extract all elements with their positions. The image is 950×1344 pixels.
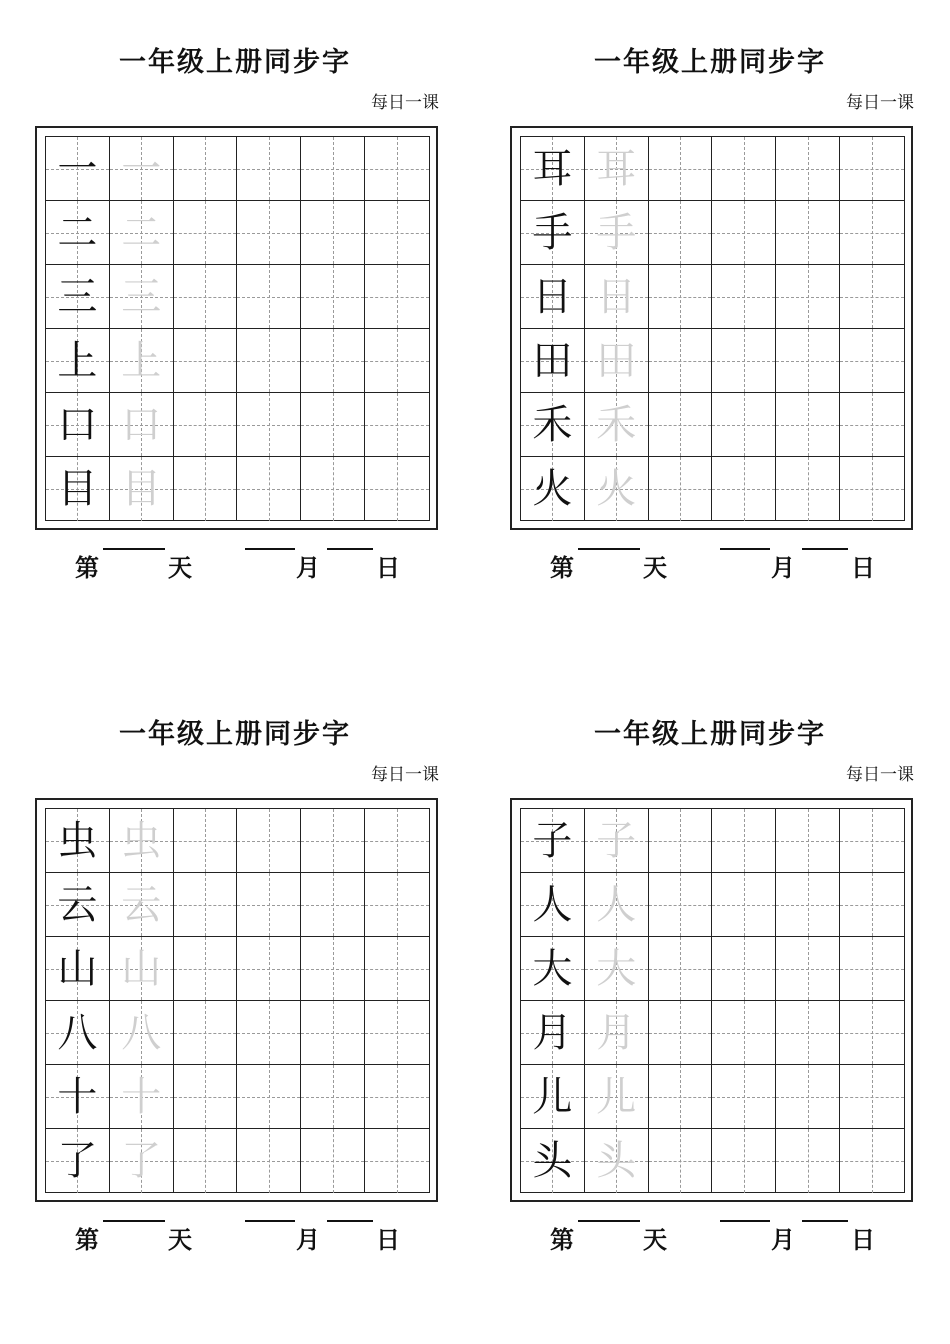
writing-cell[interactable] [776, 809, 840, 873]
practice-sheet-3 [35, 672, 455, 1254]
writing-cell[interactable] [776, 873, 840, 937]
model-character: 云 [57, 881, 98, 928]
trace-cell [585, 201, 649, 265]
grid-row [46, 201, 429, 265]
trace-character: 口 [121, 401, 162, 448]
writing-cell[interactable] [649, 265, 713, 329]
grid-row [521, 329, 904, 393]
writing-cell[interactable] [776, 1129, 840, 1193]
model-character: 二 [57, 209, 98, 256]
writing-cell[interactable] [840, 937, 904, 1001]
practice-grid-frame [510, 126, 913, 530]
writing-cell[interactable] [301, 393, 365, 457]
trace-cell [110, 457, 174, 521]
grid-row [46, 1129, 429, 1193]
practice-grid-frame [510, 798, 913, 1202]
day-prefix-label: 第 [75, 554, 99, 582]
model-cell [46, 393, 110, 457]
day-prefix-label: 第 [550, 554, 574, 582]
writing-cell[interactable] [301, 137, 365, 201]
month-blank[interactable] [720, 1220, 770, 1222]
writing-cell[interactable] [712, 1129, 776, 1193]
model-cell [521, 1129, 585, 1193]
date-footer [75, 1220, 435, 1256]
model-character: 口 [57, 401, 98, 448]
grid-row [521, 457, 904, 521]
grid-row [46, 937, 429, 1001]
grid-row [46, 457, 429, 521]
writing-cell[interactable] [840, 1065, 904, 1129]
writing-cell[interactable] [776, 329, 840, 393]
writing-cell[interactable] [174, 809, 238, 873]
writing-cell[interactable] [649, 873, 713, 937]
writing-cell[interactable] [237, 137, 301, 201]
writing-cell[interactable] [174, 201, 238, 265]
writing-cell[interactable] [840, 393, 904, 457]
practice-sheet-2 [510, 0, 930, 582]
day-number-blank[interactable] [578, 548, 640, 550]
writing-cell[interactable] [365, 329, 429, 393]
writing-cell[interactable] [712, 937, 776, 1001]
trace-character: 二 [121, 209, 162, 256]
model-character: 目 [57, 466, 98, 512]
model-character: 八 [57, 1009, 98, 1056]
trace-character: 大 [596, 945, 637, 992]
writing-cell[interactable] [840, 1001, 904, 1065]
model-cell [521, 937, 585, 1001]
writing-cell[interactable] [649, 937, 713, 1001]
writing-cell[interactable] [174, 873, 238, 937]
writing-cell[interactable] [365, 873, 429, 937]
writing-cell[interactable] [174, 1065, 238, 1129]
trace-cell [585, 937, 649, 1001]
writing-cell[interactable] [776, 137, 840, 201]
model-cell [46, 329, 110, 393]
model-cell [46, 937, 110, 1001]
sheet-title: 一年级上册同步字 [594, 47, 826, 78]
month-blank[interactable] [720, 548, 770, 550]
trace-cell [110, 329, 174, 393]
writing-cell[interactable] [301, 329, 365, 393]
trace-character: 月 [596, 1009, 637, 1056]
writing-cell[interactable] [840, 265, 904, 329]
writing-cell[interactable] [649, 201, 713, 265]
trace-character: 头 [596, 1138, 637, 1184]
grid-row [521, 137, 904, 201]
writing-cell[interactable] [237, 265, 301, 329]
writing-cell[interactable] [712, 265, 776, 329]
writing-cell[interactable] [365, 937, 429, 1001]
writing-cell[interactable] [776, 937, 840, 1001]
model-cell [46, 137, 110, 201]
grid-row [46, 137, 429, 201]
model-cell [521, 137, 585, 201]
writing-cell[interactable] [301, 937, 365, 1001]
writing-cell[interactable] [712, 393, 776, 457]
writing-cell[interactable] [840, 873, 904, 937]
writing-cell[interactable] [301, 1065, 365, 1129]
trace-character: 田 [596, 337, 637, 384]
grid-row [46, 873, 429, 937]
model-character: 日 [532, 273, 573, 320]
trace-cell [585, 809, 649, 873]
trace-character: 山 [121, 945, 162, 992]
writing-cell[interactable] [712, 329, 776, 393]
date-label: 日 [376, 1226, 400, 1254]
model-character: 十 [57, 1073, 98, 1120]
trace-character: 火 [596, 466, 637, 512]
writing-cell[interactable] [174, 265, 238, 329]
grid-row [46, 329, 429, 393]
date-label: 日 [851, 1226, 875, 1254]
model-cell [521, 1001, 585, 1065]
day-prefix-label: 第 [75, 1226, 99, 1254]
model-cell [521, 201, 585, 265]
trace-cell [585, 265, 649, 329]
writing-cell[interactable] [649, 329, 713, 393]
writing-cell[interactable] [365, 1065, 429, 1129]
trace-character: 儿 [596, 1073, 637, 1120]
writing-cell[interactable] [712, 873, 776, 937]
model-cell [46, 201, 110, 265]
sheet-title: 一年级上册同步字 [119, 719, 351, 750]
trace-character: 上 [121, 337, 162, 384]
writing-cell[interactable] [237, 1001, 301, 1065]
sheet-subtitle: 每日一课 [371, 765, 439, 785]
model-character: 了 [57, 1138, 98, 1184]
model-character: 田 [532, 337, 573, 384]
month-label: 月 [771, 554, 795, 582]
model-character: 禾 [532, 401, 573, 448]
writing-cell[interactable] [649, 1065, 713, 1129]
date-blank[interactable] [327, 1220, 373, 1222]
writing-cell[interactable] [365, 265, 429, 329]
trace-character: 禾 [596, 401, 637, 448]
trace-character: 了 [121, 1138, 162, 1184]
writing-cell[interactable] [174, 329, 238, 393]
date-blank[interactable] [327, 548, 373, 550]
grid-row [521, 809, 904, 873]
date-label: 日 [376, 554, 400, 582]
trace-character: 云 [121, 881, 162, 928]
month-label: 月 [296, 554, 320, 582]
writing-cell[interactable] [237, 457, 301, 521]
model-character: 山 [57, 945, 98, 992]
trace-cell [110, 265, 174, 329]
day-number-blank[interactable] [578, 1220, 640, 1222]
trace-character: 八 [121, 1009, 162, 1056]
writing-cell[interactable] [776, 1001, 840, 1065]
trace-cell [585, 1065, 649, 1129]
writing-cell[interactable] [174, 137, 238, 201]
writing-cell[interactable] [301, 1129, 365, 1193]
practice-sheet-1 [35, 0, 455, 582]
model-character: 头 [532, 1138, 573, 1184]
grid-row [521, 1001, 904, 1065]
model-cell [46, 809, 110, 873]
grid-row [521, 937, 904, 1001]
writing-cell[interactable] [237, 873, 301, 937]
trace-cell [585, 137, 649, 201]
practice-grid-frame [35, 126, 438, 530]
writing-cell[interactable] [365, 809, 429, 873]
date-label: 日 [851, 554, 875, 582]
writing-cell[interactable] [301, 1001, 365, 1065]
model-cell [46, 265, 110, 329]
sheet-title: 一年级上册同步字 [594, 719, 826, 750]
trace-cell [585, 457, 649, 521]
trace-character: 十 [121, 1073, 162, 1120]
grid-row [521, 1065, 904, 1129]
model-cell [521, 265, 585, 329]
month-blank[interactable] [245, 1220, 295, 1222]
day-suffix-label: 天 [168, 554, 192, 582]
trace-cell [110, 201, 174, 265]
tianzige-grid [520, 808, 905, 1193]
grid-row [521, 201, 904, 265]
trace-cell [585, 393, 649, 457]
writing-cell[interactable] [174, 457, 238, 521]
model-cell [46, 457, 110, 521]
writing-cell[interactable] [712, 1001, 776, 1065]
tianzige-grid [45, 808, 430, 1193]
trace-cell [110, 1129, 174, 1193]
model-character: 上 [57, 337, 98, 384]
trace-character: 日 [596, 273, 637, 320]
trace-cell [585, 1129, 649, 1193]
sheet-subtitle: 每日一课 [846, 765, 914, 785]
trace-character: 虫 [121, 817, 162, 864]
trace-cell [585, 329, 649, 393]
trace-character: 子 [596, 817, 637, 864]
writing-cell[interactable] [840, 457, 904, 521]
trace-cell [110, 393, 174, 457]
writing-cell[interactable] [712, 137, 776, 201]
trace-character: 一 [121, 145, 162, 192]
writing-cell[interactable] [365, 457, 429, 521]
day-suffix-label: 天 [168, 1226, 192, 1254]
writing-cell[interactable] [712, 809, 776, 873]
grid-row [46, 393, 429, 457]
model-character: 耳 [532, 145, 573, 192]
writing-cell[interactable] [712, 457, 776, 521]
writing-cell[interactable] [237, 937, 301, 1001]
day-prefix-label: 第 [550, 1226, 574, 1254]
model-cell [46, 1065, 110, 1129]
date-blank[interactable] [802, 548, 848, 550]
writing-cell[interactable] [237, 1065, 301, 1129]
writing-cell[interactable] [365, 393, 429, 457]
date-footer [550, 548, 910, 584]
sheet-title: 一年级上册同步字 [119, 47, 351, 78]
writing-cell[interactable] [840, 137, 904, 201]
writing-cell[interactable] [649, 1001, 713, 1065]
model-character: 三 [57, 273, 98, 320]
writing-cell[interactable] [776, 265, 840, 329]
writing-cell[interactable] [840, 809, 904, 873]
practice-sheet-4 [510, 672, 930, 1254]
trace-character: 人 [596, 881, 637, 928]
trace-cell [110, 873, 174, 937]
trace-character: 手 [596, 209, 637, 256]
writing-cell[interactable] [776, 457, 840, 521]
grid-row [521, 265, 904, 329]
month-blank[interactable] [245, 548, 295, 550]
trace-cell [110, 1001, 174, 1065]
model-character: 火 [532, 466, 573, 512]
writing-cell[interactable] [365, 201, 429, 265]
writing-cell[interactable] [174, 937, 238, 1001]
date-footer [75, 548, 435, 584]
model-character: 手 [532, 209, 573, 256]
trace-character: 三 [121, 273, 162, 320]
writing-cell[interactable] [301, 457, 365, 521]
writing-cell[interactable] [712, 201, 776, 265]
grid-row [521, 393, 904, 457]
day-number-blank[interactable] [103, 1220, 165, 1222]
writing-cell[interactable] [365, 137, 429, 201]
writing-cell[interactable] [776, 393, 840, 457]
model-cell [521, 809, 585, 873]
grid-row [521, 1129, 904, 1193]
writing-cell[interactable] [776, 1065, 840, 1129]
trace-cell [110, 809, 174, 873]
writing-cell[interactable] [301, 201, 365, 265]
model-cell [521, 873, 585, 937]
writing-cell[interactable] [649, 393, 713, 457]
date-footer [550, 1220, 910, 1256]
practice-grid-frame [35, 798, 438, 1202]
writing-cell[interactable] [840, 1129, 904, 1193]
writing-cell[interactable] [174, 1001, 238, 1065]
model-character: 人 [532, 881, 573, 928]
model-character: 虫 [57, 817, 98, 864]
grid-row [46, 265, 429, 329]
model-cell [46, 1129, 110, 1193]
writing-cell[interactable] [237, 201, 301, 265]
writing-cell[interactable] [365, 1129, 429, 1193]
trace-cell [110, 137, 174, 201]
trace-cell [585, 873, 649, 937]
writing-cell[interactable] [237, 809, 301, 873]
day-suffix-label: 天 [643, 1226, 667, 1254]
model-character: 一 [57, 145, 98, 192]
model-cell [521, 393, 585, 457]
grid-row [46, 1065, 429, 1129]
writing-cell[interactable] [649, 1129, 713, 1193]
sheet-subtitle: 每日一课 [371, 93, 439, 113]
day-number-blank[interactable] [103, 548, 165, 550]
writing-cell[interactable] [237, 1129, 301, 1193]
writing-cell[interactable] [712, 1065, 776, 1129]
trace-character: 目 [121, 466, 162, 512]
writing-cell[interactable] [649, 457, 713, 521]
tianzige-grid [45, 136, 430, 521]
writing-cell[interactable] [301, 873, 365, 937]
month-label: 月 [771, 1226, 795, 1254]
trace-cell [110, 1065, 174, 1129]
date-blank[interactable] [802, 1220, 848, 1222]
writing-cell[interactable] [174, 1129, 238, 1193]
writing-cell[interactable] [649, 137, 713, 201]
month-label: 月 [296, 1226, 320, 1254]
writing-cell[interactable] [365, 1001, 429, 1065]
model-character: 月 [532, 1009, 573, 1056]
writing-cell[interactable] [237, 393, 301, 457]
writing-cell[interactable] [301, 265, 365, 329]
model-cell [521, 329, 585, 393]
tianzige-grid [520, 136, 905, 521]
writing-cell[interactable] [776, 201, 840, 265]
model-cell [46, 1001, 110, 1065]
writing-cell[interactable] [840, 201, 904, 265]
writing-cell[interactable] [649, 809, 713, 873]
writing-cell[interactable] [237, 329, 301, 393]
trace-cell [110, 937, 174, 1001]
writing-cell[interactable] [840, 329, 904, 393]
model-cell [521, 1065, 585, 1129]
grid-row [46, 1001, 429, 1065]
trace-character: 耳 [596, 145, 637, 192]
sheet-subtitle: 每日一课 [846, 93, 914, 113]
model-cell [521, 457, 585, 521]
trace-cell [585, 1001, 649, 1065]
writing-cell[interactable] [301, 809, 365, 873]
model-character: 儿 [532, 1073, 573, 1120]
grid-row [46, 809, 429, 873]
model-cell [46, 873, 110, 937]
writing-cell[interactable] [174, 393, 238, 457]
model-character: 大 [532, 945, 573, 992]
grid-row [521, 873, 904, 937]
model-character: 子 [532, 817, 573, 864]
day-suffix-label: 天 [643, 554, 667, 582]
